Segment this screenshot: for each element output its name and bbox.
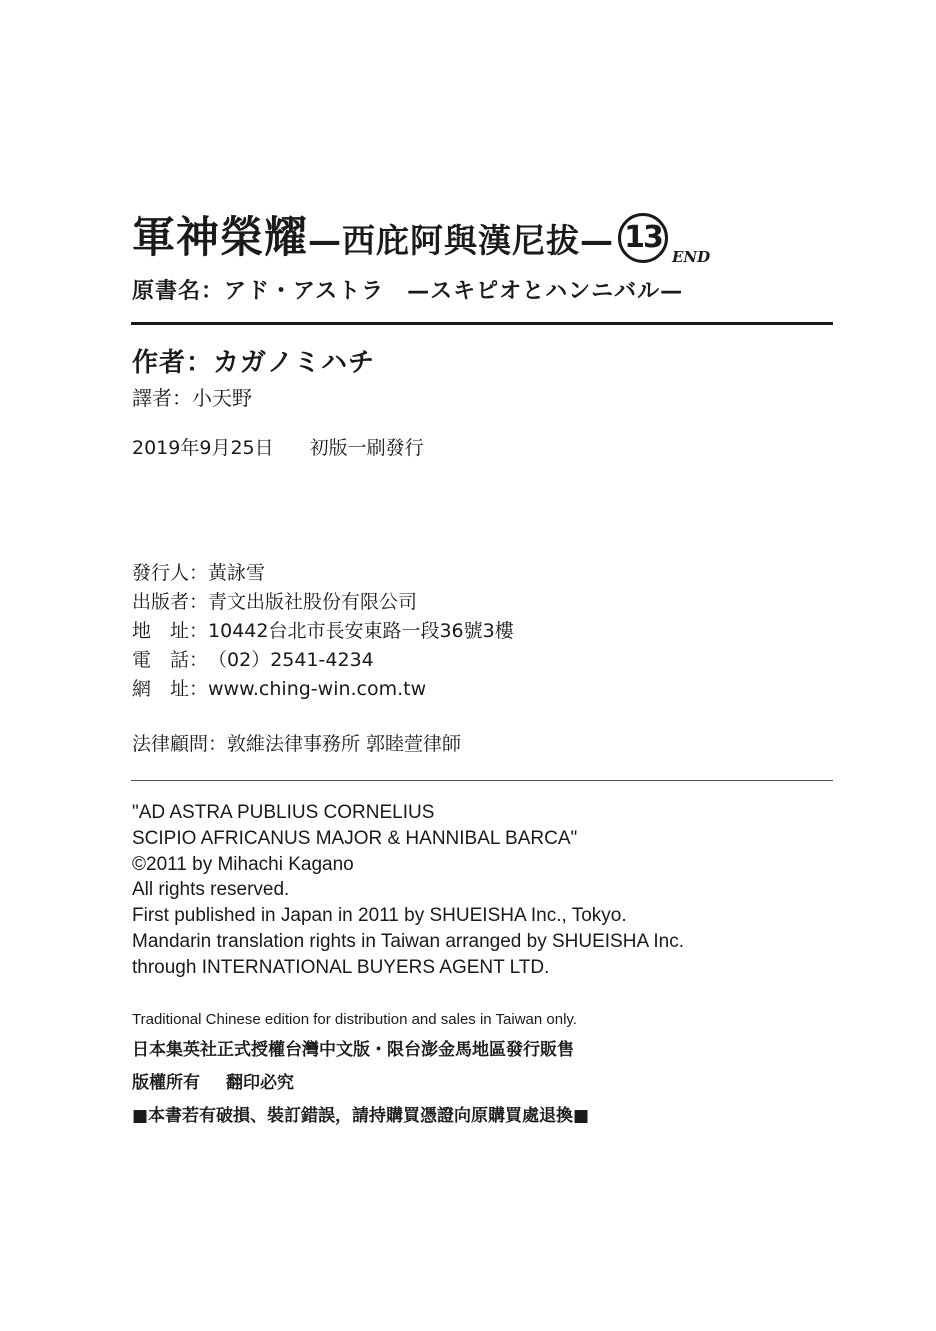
volume-badge: 13 (618, 213, 668, 263)
rights-second: 翻印必究 (226, 1073, 294, 1093)
credit-line: All rights reserved. (132, 879, 290, 901)
credit-line: Mandarin translation rights in Taiwan arranged by SHUEISHA Inc. (132, 930, 684, 952)
legal-counsel (132, 729, 461, 756)
rights-first: 版權所有 (132, 1073, 200, 1093)
divider-thin (131, 780, 833, 781)
author: 作者：カガノミハチ (132, 348, 376, 378)
translator: 譯者：小天野 (132, 386, 252, 410)
book-title (132, 212, 710, 273)
title-subtitle: —西庇阿與漢尼拔— (308, 221, 614, 260)
credit-line: through INTERNATIONAL BUYERS AGENT LTD. (132, 956, 550, 978)
credit-line: ©2011 by Mihachi Kagano (132, 853, 354, 875)
publication-line (132, 433, 424, 460)
info-label: 電 話： (132, 649, 209, 671)
distribution-chinese: 日本集英社正式授權台灣中文版・限台澎金馬地區發行販售 (132, 1040, 574, 1060)
publisher-row-phone (132, 645, 374, 672)
info-label: 出版者： (132, 591, 209, 613)
publisher-row-website (132, 674, 426, 701)
publication-date: 2019年9月25日 (132, 437, 274, 459)
website-link[interactable]: www.ching-win.com.tw (208, 678, 427, 700)
info-label: 網 址： (132, 678, 209, 700)
info-label: 法律顧問： (132, 733, 228, 755)
credit-line: "AD ASTRA PUBLIUS CORNELIUS (132, 802, 435, 823)
info-value: 黃詠雪 (208, 562, 266, 584)
credit-line: SCIPIO AFRICANUS MAJOR & HANNIBAL BARCA" (132, 827, 578, 849)
return-notice: ■本書若有破損、裝訂錯誤，請持購買憑證向原購買處退換■ (132, 1106, 590, 1126)
info-value: 敦維法律事務所 郭睦萱律師 (227, 733, 462, 755)
original-title: 原書名：アド・アストラ —スキピオとハンニバル— (132, 279, 684, 304)
publisher-row-address (132, 616, 514, 643)
publisher-row-issuer (132, 558, 265, 585)
info-value: （02）2541-4234 (208, 649, 374, 671)
title-main: 軍神榮耀 (132, 213, 308, 263)
divider-thick (131, 322, 833, 325)
publication-edition: 初版一刷發行 (309, 437, 424, 459)
publisher-row-publisher (132, 587, 417, 614)
info-value: 10442台北市長安東路一段36號3樓 (208, 620, 514, 642)
info-label: 地 址： (132, 620, 209, 642)
english-credits (132, 800, 684, 981)
credit-line: First published in Japan in 2011 by SHUEISHA Inc., Tokyo. (132, 905, 627, 927)
end-mark: END (672, 248, 711, 266)
rights-line (132, 1068, 294, 1093)
distribution-english: Traditional Chinese edition for distribution and sales in Taiwan only. (132, 1011, 577, 1028)
info-label: 發行人： (132, 562, 209, 584)
info-value: 青文出版社股份有限公司 (208, 591, 418, 613)
